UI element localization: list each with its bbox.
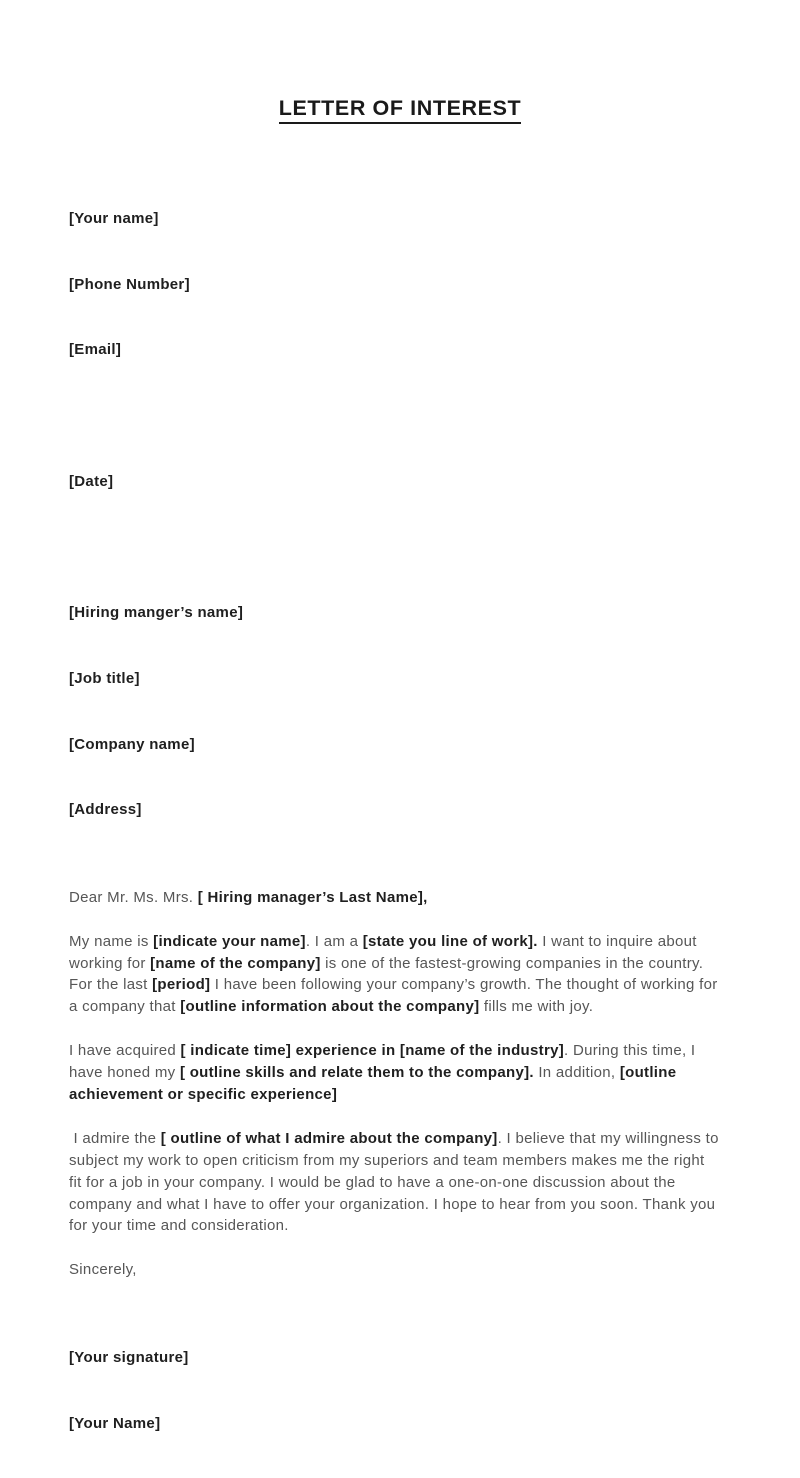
title-container — [69, 96, 731, 124]
date-line: [Date] — [69, 472, 114, 490]
signature-line: [Your signature] — [69, 1348, 189, 1366]
signature-block — [69, 1303, 731, 1478]
closing-line: Sincerely, — [69, 1261, 137, 1279]
recipient-address-line: [Address] — [69, 801, 142, 819]
body-paragraph-3: I admire the [ outline of what I admire about the company]. I believe that my willingness to subject my work to open criticism from my superiors and team members makes me the right fit for a job in your company. I would be glad to have a one-on-one discussion about the company and what I have to offer your organization. I hope to hear from you soon. Thank you for your time and consideration. — [69, 1129, 724, 1235]
date-block — [69, 427, 731, 537]
body-paragraph-1: My name is [indicate your name]. I am a [state you line of work]. I want to inquire about working for [name of the company] is one of the fastest-growing companies in the country. For the last [period] I have been following your company’s growth. The thought of working for a company that [outline information about the company] fills me with joy. — [69, 932, 722, 1016]
recipient-manager-line: [Hiring manger’s name] — [69, 604, 244, 622]
sender-name-line: [Your name] — [69, 209, 159, 227]
sender-email-line: [Email] — [69, 341, 122, 359]
signer-name-line: [Your Name] — [69, 1414, 161, 1432]
sender-block — [69, 164, 731, 405]
recipient-job-line: [Job title] — [69, 669, 140, 687]
page-title: LETTER OF INTEREST — [279, 96, 522, 124]
salutation-line: Dear Mr. Ms. Mrs. [ Hiring manager’s Last Name], — [69, 888, 428, 906]
sender-phone-line: [Phone Number] — [69, 275, 190, 293]
recipient-block — [69, 558, 731, 865]
body-paragraph-2: I have acquired [ indicate time] experience in [name of the industry]. During this time, I have honed my [ outline skills and relate them to the company]. In addition, [outline achievement or specific experience] — [69, 1042, 700, 1103]
recipient-company-line: [Company name] — [69, 735, 195, 753]
